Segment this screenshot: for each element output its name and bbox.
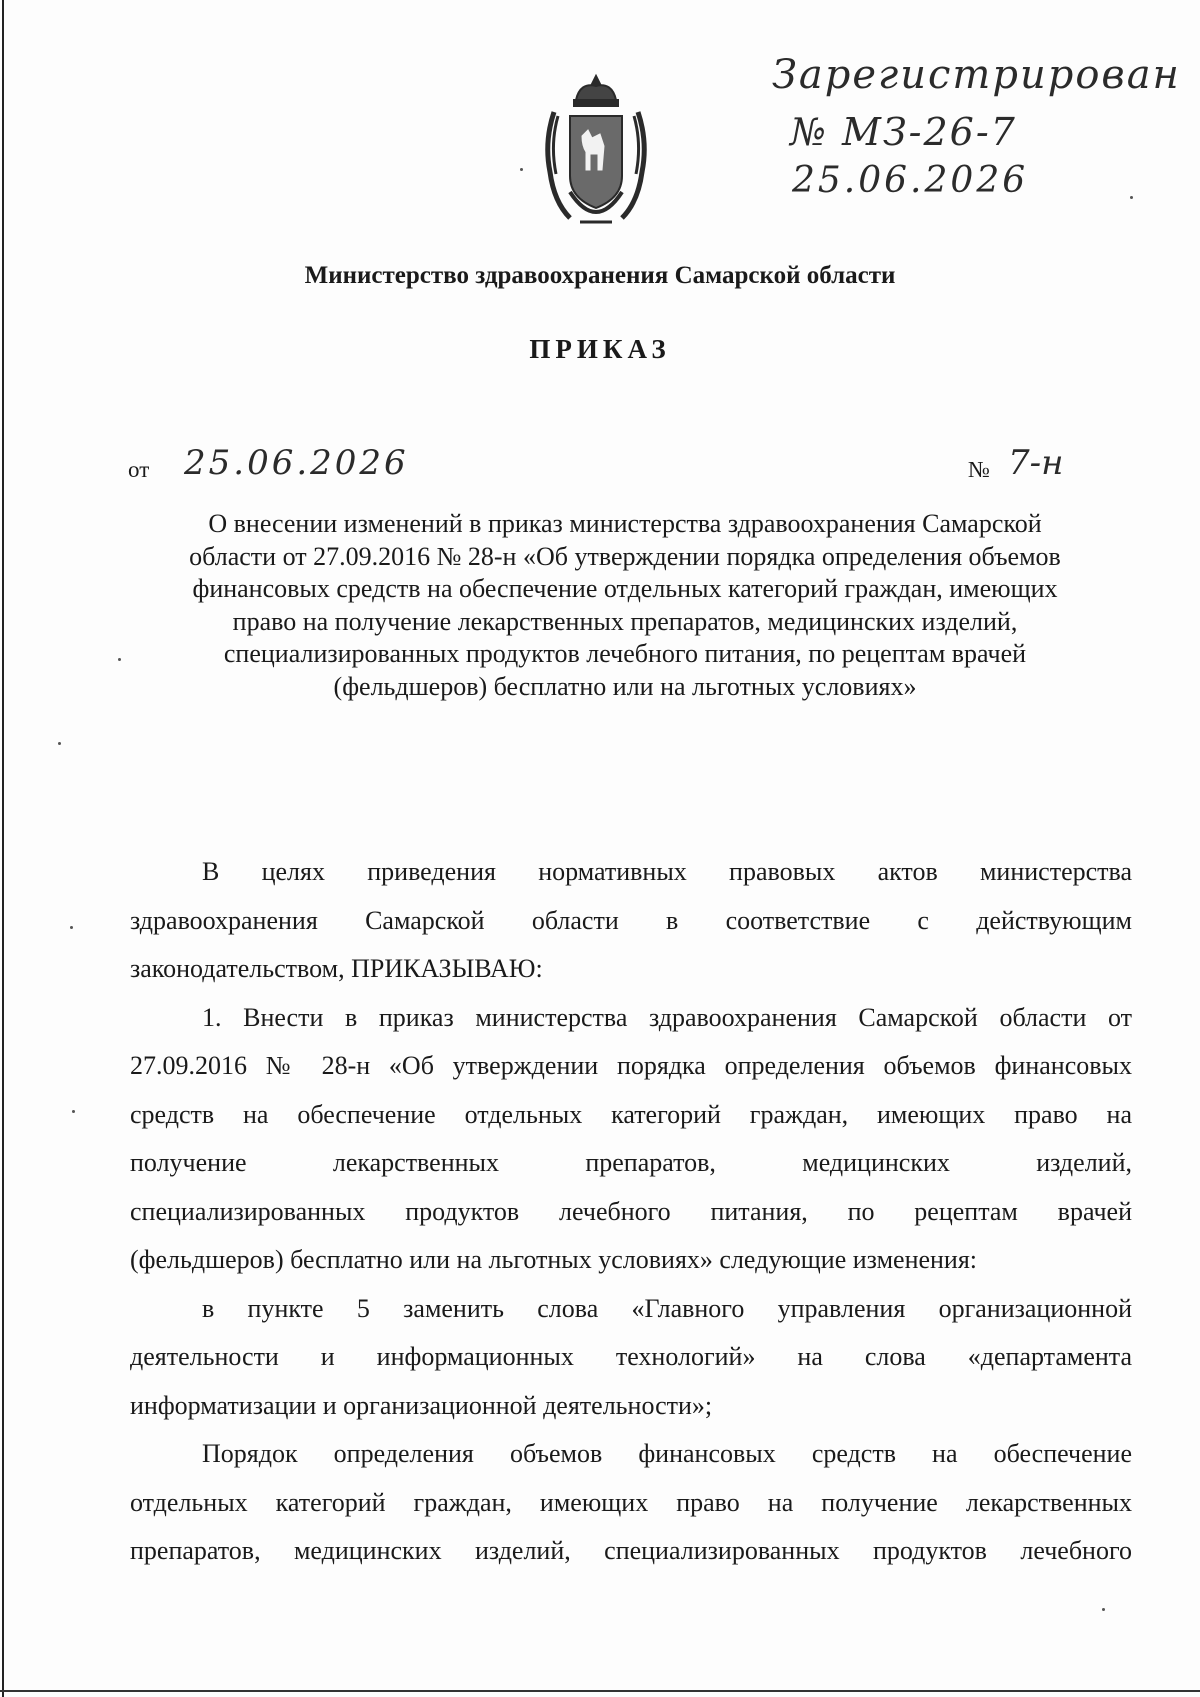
body-line: 1. Внести в приказ министерства здравоохранения Самарской области от (202, 1002, 1132, 1032)
subject-line: специализированных продуктов лечебного питания, по рецептам врачей (223, 639, 1027, 668)
body-line: (фельдшеров) бесплатно или на льготных условиях» следующие изменения: (130, 1245, 978, 1274)
coat-of-arms-emblem (540, 72, 652, 232)
handwritten-order-date: 25.06.2026 (184, 443, 409, 483)
handwritten-order-number: 7-н (1008, 443, 1064, 483)
body-line: деятельности и информационных технологий» на слова «департамента (130, 1342, 1132, 1371)
body-line: получение лекарственных препаратов, медицинских изделий, (130, 1148, 1132, 1177)
body-line: законодательством, ПРИКАЗЫВАЮ: (130, 954, 543, 983)
body-line: в пункте 5 заменить слова «Главного управления организационной (202, 1293, 1132, 1323)
ministry-name: Министерство здравоохранения Самарской области (304, 262, 896, 289)
subject-line: области от 27.09.2016 № 28-н «Об утверждении порядка определения объемов (189, 541, 1061, 571)
handwritten-registration-number: № МЗ-26-7 (790, 110, 1017, 154)
subject-line: право на получение лекарственных препаратов, медицинских изделий, (232, 606, 1018, 636)
body-line: информатизации и организационной деятельности»; (130, 1390, 713, 1420)
scan-speck (58, 742, 61, 745)
body-line: специализированных продуктов лечебного питания, по рецептам врачей (130, 1196, 1132, 1226)
document-type-title: ПРИКАЗ (529, 334, 671, 364)
scan-speck (70, 926, 73, 929)
handwritten-registration-date: 25.06.2026 (792, 160, 1029, 201)
body-line: В целях приведения нормативных правовых актов министерства (202, 857, 1132, 886)
handwritten-registration-note: Зарегистрирован (772, 52, 1181, 98)
body-line: препаратов, медицинских изделий, специализированных продуктов лечебного (130, 1536, 1132, 1565)
number-label: № (968, 457, 990, 482)
scan-bottom-edge (0, 1690, 1200, 1692)
scan-speck (520, 168, 523, 171)
scan-speck (1102, 1608, 1105, 1611)
date-label: от (128, 457, 150, 482)
scan-speck (72, 1110, 75, 1113)
body-line: здравоохранения Самарской области в соответствие с действующим (130, 905, 1132, 935)
order-body (130, 848, 1132, 1576)
subject-line: (фельдшеров) бесплатно или на льготных условиях» (333, 671, 917, 701)
scan-speck (1130, 196, 1133, 199)
scan-left-edge (2, 0, 4, 1697)
body-line: отдельных категорий граждан, имеющих право на получение лекарственных (130, 1487, 1132, 1517)
body-line: 27.09.2016 № 28-н «Об утверждении порядка определения объемов финансовых (130, 1051, 1132, 1080)
subject-line: О внесении изменений в приказ министерства здравоохранения Самарской (208, 509, 1042, 538)
order-subject (130, 508, 1120, 703)
subject-line: финансовых средств на обеспечение отдельных категорий граждан, имеющих (192, 574, 1058, 603)
body-line: средств на обеспечение отдельных категорий граждан, имеющих право на (130, 1099, 1132, 1129)
body-line: Порядок определения объемов финансовых средств на обеспечение (202, 1439, 1132, 1468)
scan-speck (118, 658, 121, 661)
